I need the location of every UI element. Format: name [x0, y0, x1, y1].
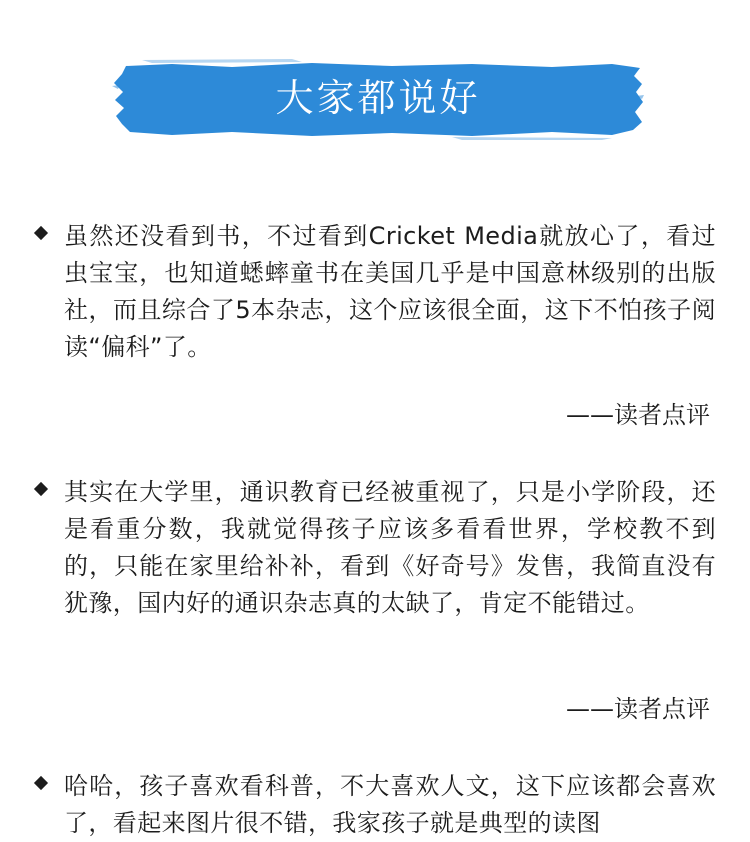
section-header — [112, 56, 644, 140]
review-text: 虽然还没看到书，不过看到Cricket Media就放心了，看过虫宝宝，也知道蟋蟀童书在美国几乎是中国意林级别的出版社，而且综合了5本杂志，这个应该很全面，这下不怕孩子阅读“偏科”了。 — [64, 222, 716, 361]
section-title: 大家都说好 — [275, 76, 481, 120]
review-attribution: ——读者点评 — [566, 695, 710, 723]
diamond-bullet-icon — [34, 776, 48, 790]
review-text: 哈哈，孩子喜欢看科普，不大喜欢人文，这下应该都会喜欢了，看起来图片很不错，我家孩子就是典型的读图 — [64, 772, 716, 837]
diamond-bullet-icon — [34, 226, 48, 240]
review-attribution: ——读者点评 — [566, 401, 710, 429]
review-text: 其实在大学里，通识教育已经被重视了，只是小学阶段，还是看重分数，我就觉得孩子应该多看看世界，学校教不到的，只能在家里给补补，看到《好奇号》发售，我简直没有犹豫，国内好的通识杂志真的太缺了，肯定不能错过。 — [64, 478, 716, 617]
diamond-bullet-icon — [34, 482, 48, 496]
